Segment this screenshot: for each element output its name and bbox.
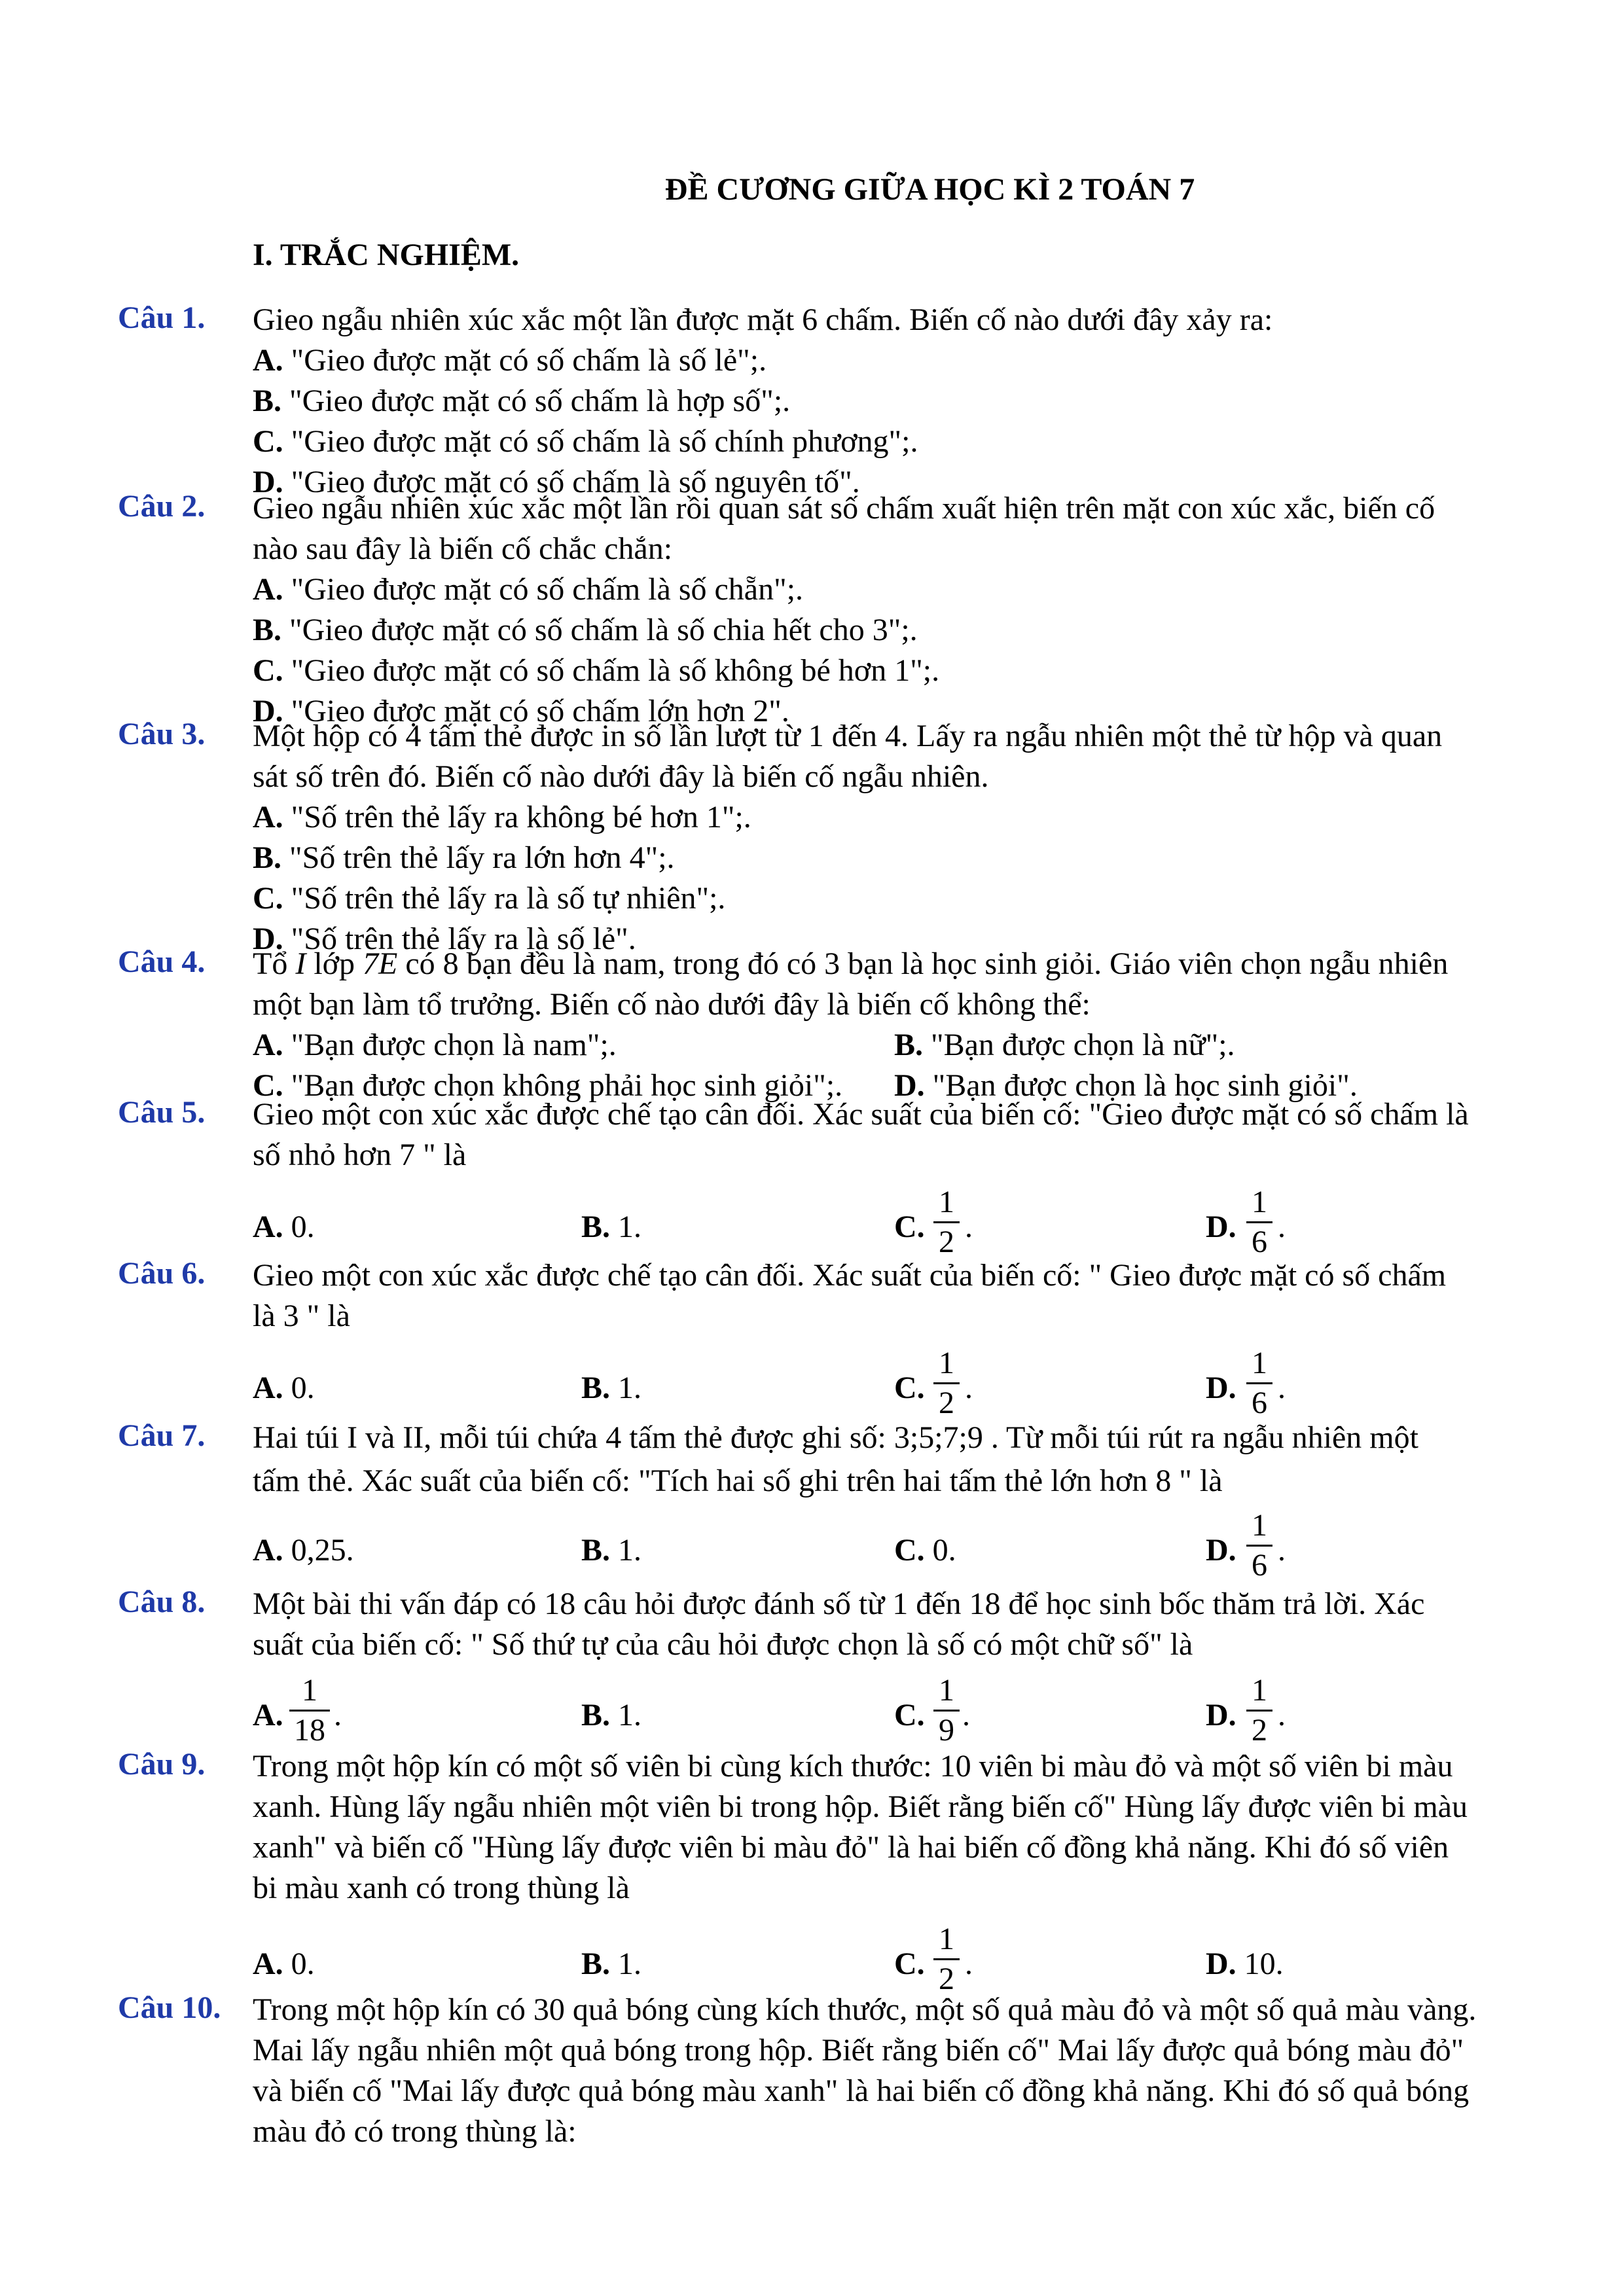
question-stem: xanh. Hùng lấy ngẫu nhiên một viên bi trong hộp. Biết rằng biến cố" Hùng lấy được viên bi màu [253, 1789, 1468, 1824]
question-stem: Gieo một con xúc xắc được chế tạo cân đối. Xác suất của biến cố: "Gieo được mặt có số chấm là [253, 1097, 1469, 1132]
option-b: B. "Gieo được mặt có số chấm là hợp số";. [253, 384, 791, 418]
question-stem: Tổ I lớp 7E có 8 bạn đều là nam, trong đó có 3 bạn là học sinh giỏi. Giáo viên chọn ngẫu nhiên [253, 946, 1449, 981]
option-d: D. "Gieo được mặt có số chấm lớn hơn 2". [253, 694, 789, 728]
question-stem: Gieo ngẫu nhiên xúc xắc một lần rồi quan sát số chấm xuất hiện trên mặt con xúc xắc, biến cố [253, 491, 1435, 526]
question-label: Câu 8. [118, 1585, 206, 1619]
question-stem: Gieo một con xúc xắc được chế tạo cân đối. Xác suất của biến cố: " Gieo được mặt có số chấm [253, 1258, 1447, 1293]
option-a: A. 1 18 . [253, 1673, 342, 1748]
question-stem: Trong một hộp kín có một số viên bi cùng kích thước: 10 viên bi màu đỏ và một số viên bi màu [253, 1749, 1453, 1784]
option-d: D. "Gieo được mặt có số chấm là số nguyên tố". [253, 465, 860, 499]
question-label: Câu 3. [118, 717, 206, 751]
question-stem: Mai lấy ngẫu nhiên một quả bóng trong hộp. Biết rằng biến cố" Mai lấy được quả bóng màu đỏ" [253, 2033, 1464, 2068]
question-stem: và biến cố "Mai lấy được quả bóng màu xanh" là hai biến cố đồng khả năng. Khi đó số quả bóng [253, 2073, 1470, 2108]
question-stem: nào sau đây là biến cố chắc chắn: [253, 531, 673, 566]
question-stem: màu đỏ có trong thùng là: [253, 2114, 577, 2149]
question-label: Câu 10. [118, 1990, 221, 2025]
question-label: Câu 5. [118, 1095, 206, 1130]
option-c: C. "Bạn được chọn không phải học sinh giỏi";. [253, 1068, 843, 1103]
question-stem: sát số trên đó. Biến cố nào dưới đây là biến cố ngẫu nhiên. [253, 759, 989, 794]
option-c: C. 1 9 . [894, 1673, 970, 1748]
option-d: D. "Số trên thẻ lấy ra là số lẻ". [253, 922, 636, 956]
option-d: D. 1 6 . [1206, 1185, 1286, 1259]
option-a: A. "Bạn được chọn là nam";. [253, 1028, 617, 1062]
option-b: B. "Số trên thẻ lấy ra lớn hơn 4";. [253, 840, 675, 875]
option-d: D. 1 2 . [1206, 1673, 1286, 1748]
question-stem: Trong một hộp kín có 30 quả bóng cùng kích thước, một số quả màu đỏ và một số quả màu vàng. [253, 1992, 1477, 2027]
option-c: C. "Số trên thẻ lấy ra là số tự nhiên";. [253, 881, 726, 916]
question-label: Câu 6. [118, 1256, 206, 1291]
question-stem: Một bài thi vấn đáp có 18 câu hỏi được đánh số từ 1 đến 18 để học sinh bốc thăm trả lời. Xác [253, 1587, 1425, 1621]
question-stem: Gieo ngẫu nhiên xúc xắc một lần được mặt 6 chấm. Biến cố nào dưới đây xảy ra: [253, 302, 1273, 337]
page-title: ĐỀ CƯƠNG GIỮA HỌC KÌ 2 TOÁN 7 [664, 172, 1195, 207]
option-d: D. "Bạn được chọn là học sinh giỏi". [894, 1068, 1358, 1103]
question-stem: bi màu xanh có trong thùng là [253, 1871, 630, 1905]
question-stem: suất của biến cố: " Số thứ tự của câu hỏi được chọn là số có một chữ số" là [253, 1627, 1193, 1662]
question-stem: một bạn làm tổ trưởng. Biến cố nào dưới đây là biến cố không thể: [253, 987, 1091, 1022]
option-c: C. "Gieo được mặt có số chấm là số không bé hơn 1";. [253, 653, 940, 688]
question-label: Câu 4. [118, 944, 206, 979]
question-stem: Hai túi I và II, mỗi túi chứa 4 tấm thẻ được ghi số: 3;5;7;9 . Từ mỗi túi rút ra ngẫu nhiên một [253, 1420, 1418, 1455]
option-c: C. 1 2 . [894, 1346, 973, 1420]
option-b: B. "Gieo được mặt có số chấm là số chia hết cho 3";. [253, 613, 918, 647]
option-c: C. 1 2 . [894, 1922, 973, 1996]
question-stem: tấm thẻ. Xác suất của biến cố: "Tích hai số ghi trên hai tấm thẻ lớn hơn 8 " là [253, 1463, 1223, 1498]
question-stem: xanh" và biến cố "Hùng lấy được viên bi màu đỏ" là hai biến cố đồng khả năng. Khi đó số viên [253, 1830, 1449, 1865]
question-label: Câu 1. [118, 300, 206, 335]
question-label: Câu 2. [118, 489, 206, 524]
option-d: D. 1 6 . [1206, 1346, 1286, 1420]
question-stem: số nhỏ hơn 7 " là [253, 1138, 467, 1172]
option-b: B. "Bạn được chọn là nữ";. [894, 1028, 1235, 1062]
section-heading: I. TRẮC NGHIỆM. [253, 238, 520, 272]
option-d: D. 1 6 . [1206, 1508, 1286, 1583]
option-c: C. 1 2 . [894, 1185, 973, 1259]
option-a: A. "Gieo được mặt có số chấm là số lẻ";. [253, 343, 767, 378]
question-label: Câu 7. [118, 1418, 206, 1453]
option-a: A. "Gieo được mặt có số chấm là số chẵn";. [253, 572, 804, 607]
question-stem: là 3 " là [253, 1299, 350, 1333]
option-a: A. "Số trên thẻ lấy ra không bé hơn 1";. [253, 800, 751, 834]
question-label: Câu 9. [118, 1747, 206, 1782]
option-c: C. "Gieo được mặt có số chấm là số chính phương";. [253, 424, 918, 459]
question-stem: Một hộp có 4 tấm thẻ được in số lần lượt từ 1 đến 4. Lấy ra ngẫu nhiên một thẻ từ hộp và quan [253, 719, 1443, 753]
